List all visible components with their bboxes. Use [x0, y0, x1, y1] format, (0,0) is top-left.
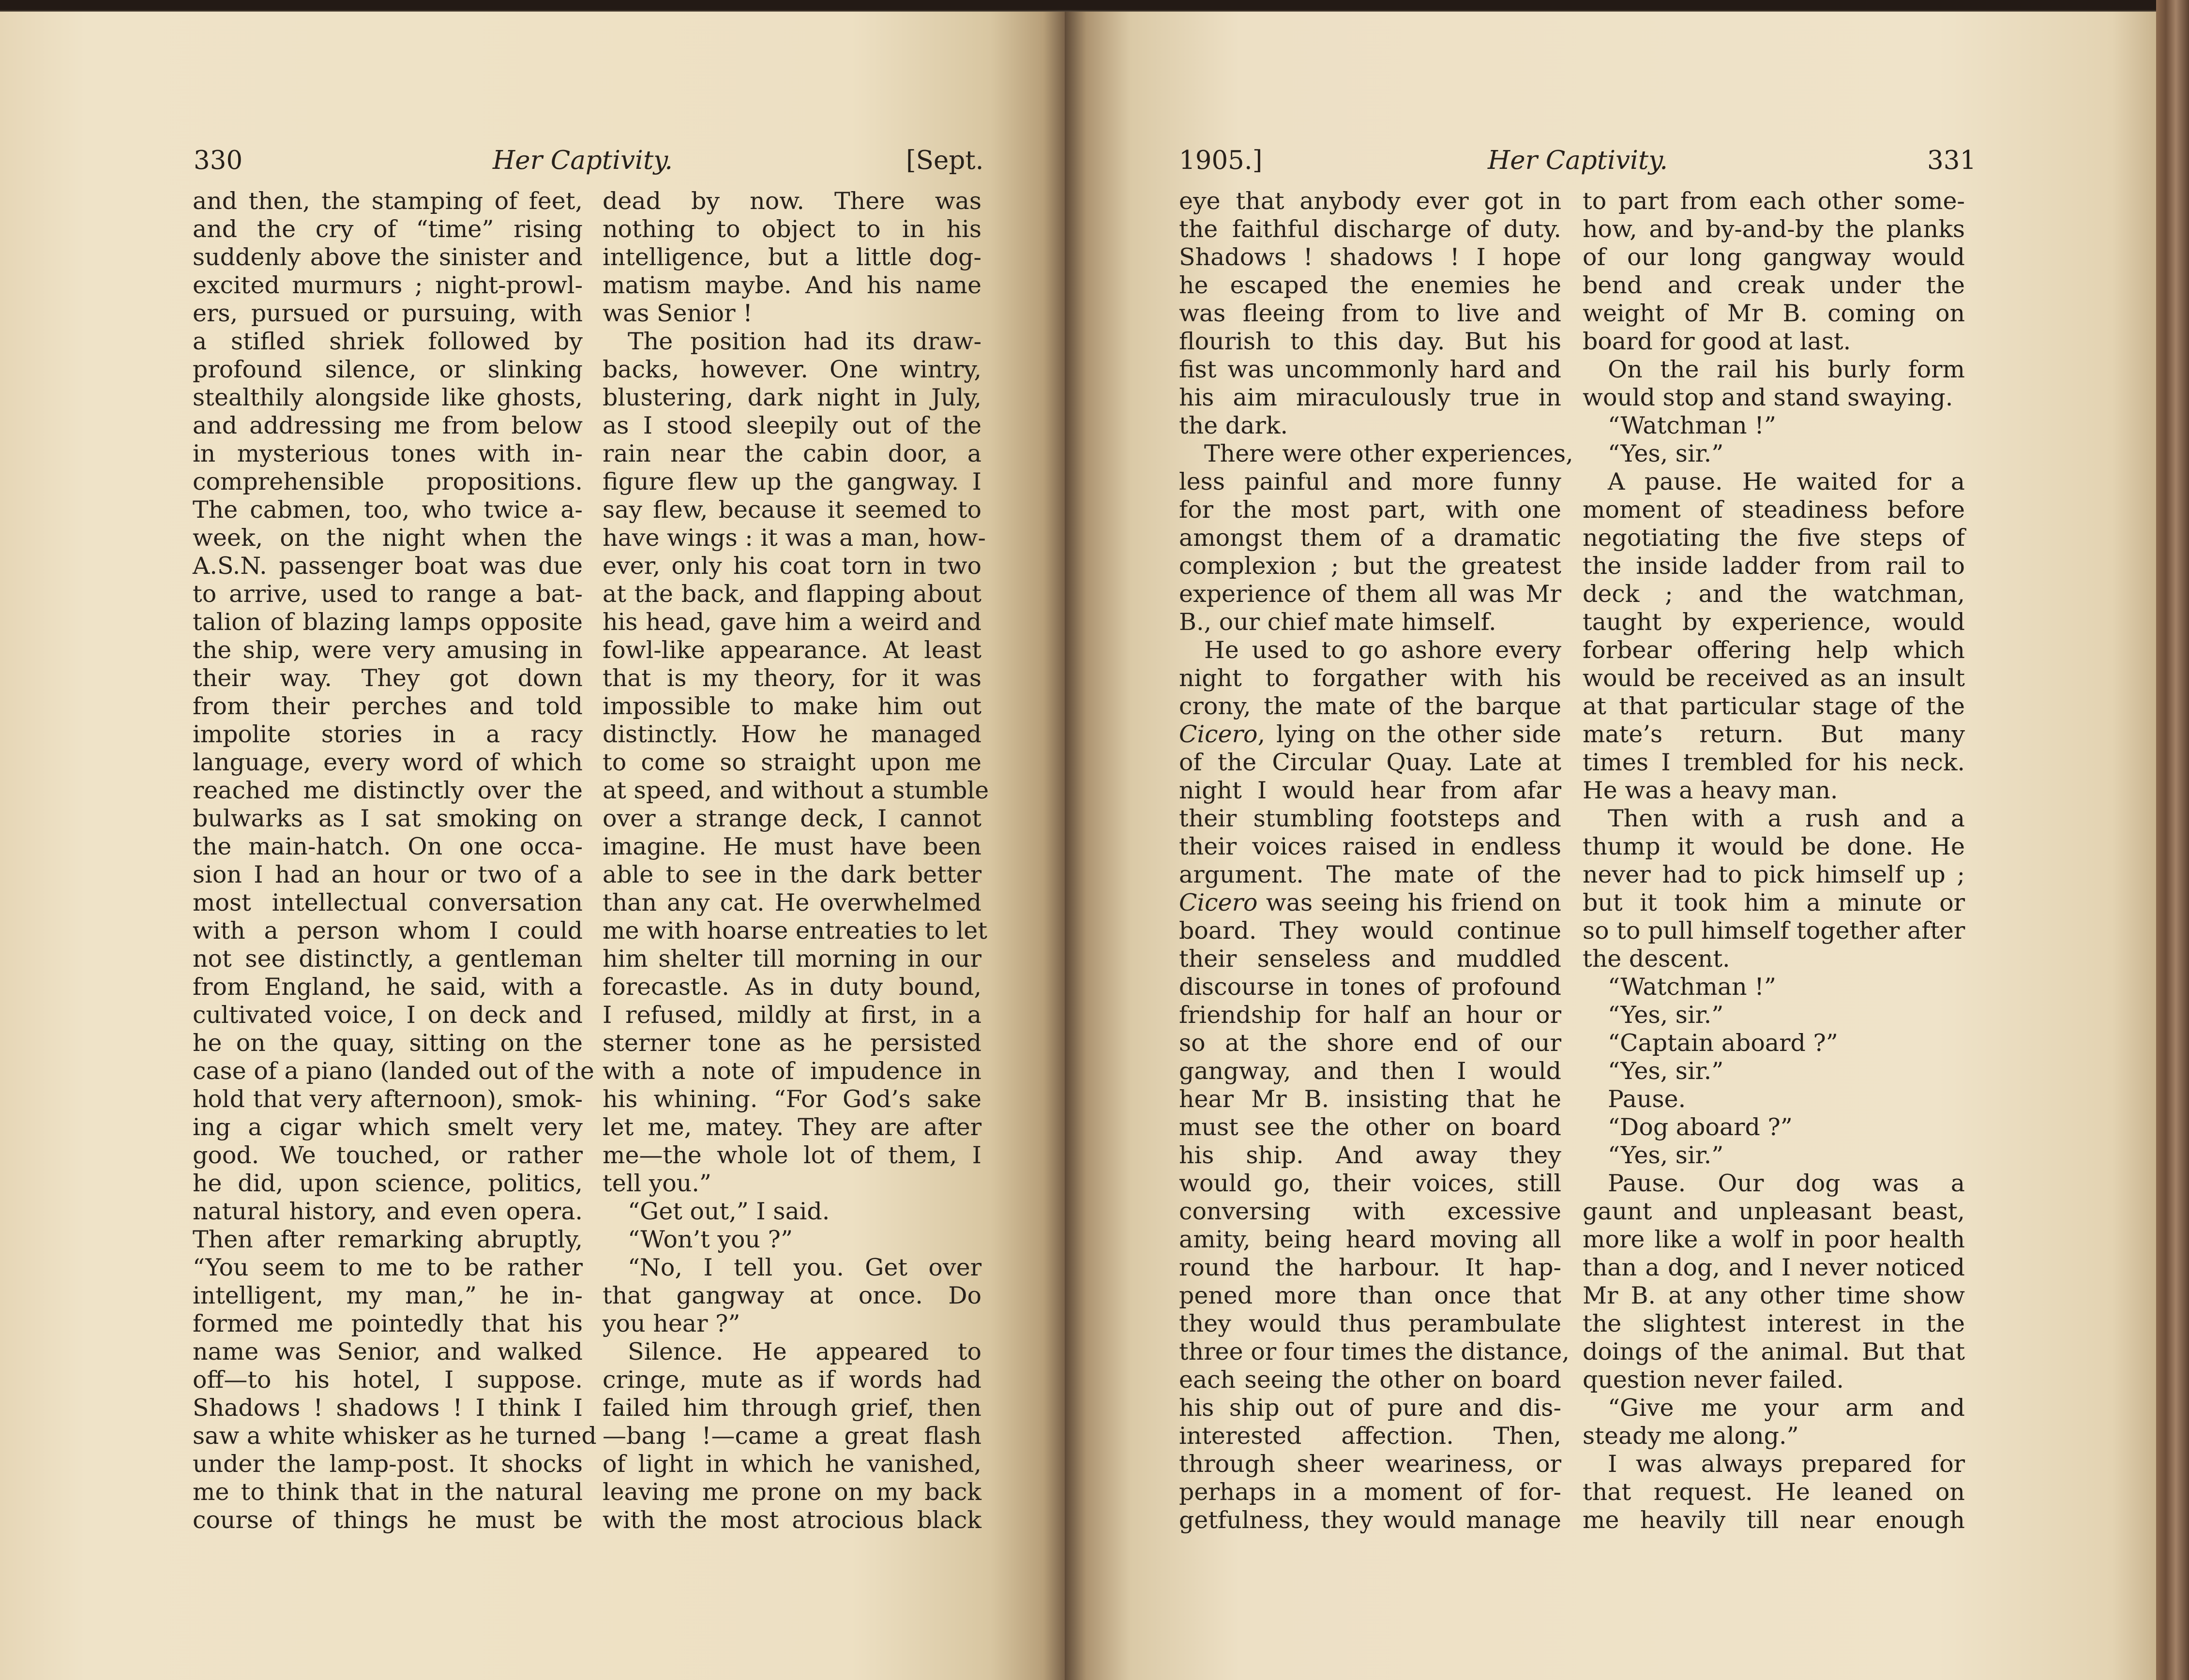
text-line: matism maybe. And his name	[603, 271, 981, 299]
text-line: fowl-like appearance. At least	[603, 636, 981, 664]
text-line: crony, the mate of the barque	[1179, 692, 1561, 720]
text-line: from England, he said, with a	[193, 973, 583, 1001]
text-line: the descent.	[1583, 945, 1730, 973]
right-date-mark: 1905.]	[1179, 146, 1263, 175]
text-line: Pause. Our dog was a	[1608, 1170, 1965, 1197]
text-line: blustering, dark night in July,	[603, 384, 981, 411]
text-line: Shadows ! shadows ! I think I	[193, 1394, 583, 1422]
text-line: “Yes, sir.”	[1608, 1141, 1724, 1169]
text-line: question never failed.	[1583, 1366, 1844, 1394]
text-line: so at the shore end of our	[1179, 1029, 1561, 1057]
text-line: over a strange deck, I cannot	[603, 805, 981, 832]
text-line: backs, however. One wintry,	[603, 356, 981, 383]
text-line: intelligent, my man,” he in-	[193, 1282, 583, 1309]
text-line: “Watchman !”	[1608, 973, 1776, 1001]
text-line: me—the whole lot of them, I	[603, 1141, 981, 1169]
text-line: rain near the cabin door, a	[603, 440, 981, 467]
text-line: to part from each other some-	[1583, 187, 1965, 215]
text-line: doings of the animal. But that	[1583, 1338, 1965, 1365]
text-line: perhaps in a moment of for-	[1179, 1478, 1561, 1506]
text-line: comprehensible propositions.	[193, 468, 583, 495]
text-line: flourish to this day. But his	[1179, 328, 1561, 355]
text-line: mate’s return. But many	[1583, 720, 1965, 748]
text-line: amity, being heard moving all	[1179, 1226, 1561, 1253]
text-line: his ship. And away they	[1179, 1141, 1561, 1169]
text-line: gangway, and then I would	[1179, 1057, 1561, 1085]
left-running-head	[0, 141, 1065, 180]
text-line: each seeing the other on board	[1179, 1366, 1561, 1394]
text-line: taught by experience, would	[1583, 608, 1965, 636]
text-line: at speed, and without a stumble	[603, 777, 989, 804]
text-line: the faithful discharge of duty.	[1179, 215, 1561, 243]
text-line: forbear offering help which	[1583, 636, 1965, 664]
text-line: steady me along.”	[1583, 1422, 1799, 1450]
text-line: to come so straight upon me	[603, 749, 981, 776]
left-column-1	[193, 187, 597, 1534]
text-line: experience of them all was Mr	[1179, 580, 1561, 608]
text-line: A pause. He waited for a	[1608, 468, 1965, 495]
text-line: “Captain aboard ?”	[1608, 1029, 1838, 1057]
text-line: hold that very afternoon), smok-	[193, 1085, 583, 1113]
text-line: his head, gave him a weird and	[603, 608, 981, 636]
text-line: the main-hatch. On one occa-	[193, 833, 583, 860]
text-line: good. We touched, or rather	[193, 1141, 583, 1169]
text-line: from their perches and told	[193, 692, 583, 720]
text-line: night I would hear from afar	[1179, 777, 1561, 804]
text-line: friendship for half an hour or	[1179, 1001, 1561, 1029]
text-line: leaving me prone on my back	[603, 1478, 981, 1506]
page-edge	[2156, 0, 2189, 1680]
text-line: he on the quay, sitting on the	[193, 1029, 583, 1057]
text-line: Pause.	[1608, 1085, 1686, 1113]
text-line: so to pull himself together after	[1583, 917, 1965, 945]
right-running-title: Her Captivity.	[1488, 146, 1668, 175]
text-line: bulwarks as I sat smoking on	[193, 805, 583, 832]
text-line: and then, the stamping of feet,	[193, 187, 583, 215]
text-line: Then after remarking abruptly,	[193, 1226, 583, 1253]
text-line: with a note of impudence in	[603, 1057, 981, 1085]
text-line: me to think that in the natural	[193, 1478, 583, 1506]
text-line: of our long gangway would	[1583, 243, 1965, 271]
text-line: talion of blazing lamps opposite	[193, 608, 583, 636]
text-line: would go, their voices, still	[1179, 1170, 1561, 1197]
text-line: saw a white whisker as he turned	[193, 1422, 597, 1450]
text-line: distinctly. How he managed	[603, 720, 981, 748]
text-line: He used to go ashore every	[1204, 636, 1561, 664]
text-line: suddenly above the sinister and	[193, 243, 583, 271]
text-line: pened more than once that	[1179, 1282, 1561, 1309]
text-line: sterner tone as he persisted	[603, 1029, 981, 1057]
text-line: than any cat. He overwhelmed	[603, 889, 981, 916]
text-line: say flew, because it seemed to	[603, 496, 981, 524]
text-line: their voices raised in endless	[1179, 833, 1561, 860]
text-line: fist was uncommonly hard and	[1179, 356, 1561, 383]
left-page	[0, 12, 1065, 1680]
text-line: with a person whom I could	[193, 917, 583, 945]
right-column-1	[1179, 187, 1573, 1534]
text-line: tell you.”	[603, 1170, 711, 1197]
text-line: night to forgather with his	[1179, 664, 1561, 692]
text-line: three or four times the distance,	[1179, 1338, 1570, 1365]
text-line: you hear ?”	[603, 1310, 740, 1337]
text-line: “Yes, sir.”	[1608, 1057, 1724, 1085]
text-line: eye that anybody ever got in	[1179, 187, 1561, 215]
text-line: he did, upon science, politics,	[193, 1170, 583, 1197]
text-line: forecastle. As in duty bound,	[603, 973, 981, 1001]
text-line: bend and creak under the	[1583, 271, 1965, 299]
text-line: negotiating the five steps of	[1583, 524, 1965, 552]
text-line: a stifled shriek followed by	[193, 328, 583, 355]
text-line: ever, only his coat torn in two	[603, 552, 981, 580]
left-column-2	[603, 187, 989, 1534]
right-column-2	[1583, 187, 1965, 1534]
text-line: complexion ; but the greatest	[1179, 552, 1561, 580]
text-line: I refused, mildly at first, in a	[603, 1001, 981, 1029]
text-line: interested affection. Then,	[1179, 1422, 1561, 1450]
text-line: The cabmen, too, who twice a-	[193, 496, 583, 524]
text-line: getfulness, they would manage	[1179, 1506, 1561, 1534]
text-line: On the rail his burly form	[1608, 356, 1965, 383]
text-line: round the harbour. It hap-	[1179, 1254, 1561, 1281]
text-line: in mysterious tones with in-	[193, 440, 583, 467]
text-line: at the back, and flapping about	[603, 580, 981, 608]
text-line: There were other experiences,	[1204, 440, 1573, 467]
left-date-mark: [Sept.	[906, 146, 984, 175]
text-line: amongst them of a dramatic	[1179, 524, 1561, 552]
text-line: thump it would be done. He	[1583, 833, 1965, 860]
text-line: week, on the night when the	[193, 524, 583, 552]
text-line: most intellectual conversation	[193, 889, 583, 916]
text-line: the dark.	[1179, 412, 1288, 439]
text-line: to arrive, used to range a bat-	[193, 580, 583, 608]
text-line: as I stood sleepily out of the	[603, 412, 981, 439]
text-line: reached me distinctly over the	[193, 777, 583, 804]
text-line: the slightest interest in the	[1583, 1310, 1965, 1337]
left-page-number: 330	[194, 146, 243, 175]
text-line: with the most atrocious black	[603, 1506, 981, 1534]
text-line: but it took him a minute or	[1583, 889, 1965, 916]
text-line: “Get out,” I said.	[628, 1198, 830, 1225]
text-line: ing a cigar which smelt very	[193, 1113, 583, 1141]
text-line: nothing to object to in his	[603, 215, 981, 243]
text-line: was fleeing from to live and	[1179, 300, 1561, 327]
right-page	[1065, 12, 2156, 1680]
text-line: their way. They got down	[193, 664, 583, 692]
text-line: “Watchman !”	[1608, 412, 1776, 439]
text-line: and addressing me from below	[193, 412, 583, 439]
text-line: off—to his hotel, I suppose.	[193, 1366, 583, 1394]
text-line: able to see in the dark better	[603, 861, 981, 888]
text-line: natural history, and even opera.	[193, 1198, 583, 1225]
text-line: Cicero was seeing his friend on	[1179, 889, 1561, 916]
text-line: deck ; and the watchman,	[1583, 580, 1965, 608]
text-line: formed me pointedly that his	[193, 1310, 583, 1337]
text-line: that gangway at once. Do	[603, 1282, 981, 1309]
text-line: their stumbling footsteps and	[1179, 805, 1561, 832]
text-line: figure flew up the gangway. I	[603, 468, 981, 495]
text-line: their senseless and muddled	[1179, 945, 1561, 973]
text-line: intelligence, but a little dog-	[603, 243, 981, 271]
text-line: that request. He leaned on	[1583, 1478, 1965, 1506]
text-line: than a dog, and I never noticed	[1583, 1254, 1965, 1281]
text-line: I was always prepared for	[1608, 1450, 1965, 1478]
text-line: ers, pursued or pursuing, with	[193, 300, 583, 327]
text-line: moment of steadiness before	[1583, 496, 1965, 524]
text-line: me with hoarse entreaties to let	[603, 917, 987, 945]
text-line: “Yes, sir.”	[1608, 440, 1724, 467]
text-line: sion I had an hour or two of a	[193, 861, 583, 888]
text-line: at that particular stage of the	[1583, 692, 1965, 720]
text-line: imagine. He must have been	[603, 833, 981, 860]
text-line: must see the other on board	[1179, 1113, 1561, 1141]
text-line: cringe, mute as if words had	[603, 1366, 981, 1394]
text-line: The position had its draw-	[628, 328, 981, 355]
text-line: A.S.N. passenger boat was due	[193, 552, 583, 580]
text-line: of the Circular Quay. Late at	[1179, 749, 1561, 776]
text-line: the ship, were very amusing in	[193, 636, 583, 664]
text-line: his ship out of pure and dis-	[1179, 1394, 1561, 1422]
text-line: Cicero, lying on the other side	[1179, 720, 1561, 748]
text-line: cultivated voice, I on deck and	[193, 1001, 583, 1029]
text-line: “No, I tell you. Get over	[628, 1254, 981, 1281]
text-line: his whining. “For God’s sake	[603, 1085, 981, 1113]
text-line: more like a wolf in poor health	[1583, 1226, 1965, 1253]
text-line: B., our chief mate himself.	[1179, 608, 1496, 636]
text-line: board for good at last.	[1583, 328, 1851, 355]
text-line: “You seem to me to be rather	[193, 1254, 583, 1281]
text-line: of light in which he vanished,	[603, 1450, 981, 1478]
text-line: him shelter till morning in our	[603, 945, 981, 973]
text-line: impolite stories in a racy	[193, 720, 583, 748]
left-running-title: Her Captivity.	[493, 146, 673, 175]
right-running-head	[1065, 141, 2156, 180]
text-line: me heavily till near enough	[1583, 1506, 1965, 1534]
text-line: profound silence, or slinking	[193, 356, 583, 383]
text-line: “Won’t you ?”	[628, 1226, 793, 1253]
text-line: Then with a rush and a	[1608, 805, 1965, 832]
text-line: that is my theory, for it was	[603, 664, 981, 692]
text-line: discourse in tones of profound	[1179, 973, 1561, 1001]
text-line: “Dog aboard ?”	[1608, 1113, 1793, 1141]
right-page-number: 331	[1927, 146, 1977, 175]
text-line: under the lamp-post. It shocks	[193, 1450, 583, 1478]
text-line: weight of Mr B. coming on	[1583, 300, 1965, 327]
text-line: He was a heavy man.	[1583, 777, 1838, 804]
text-line: language, every word of which	[193, 749, 583, 776]
text-line: Shadows ! shadows ! I hope	[1179, 243, 1561, 271]
text-line: was Senior !	[603, 300, 753, 327]
text-line: “Yes, sir.”	[1608, 1001, 1724, 1029]
text-line: would be received as an insult	[1583, 664, 1965, 692]
text-line: excited murmurs ; night-prowl-	[193, 271, 583, 299]
text-line: and the cry of “time” rising	[193, 215, 583, 243]
text-line: the inside ladder from rail to	[1583, 552, 1965, 580]
text-line: for the most part, with one	[1179, 496, 1561, 524]
text-line: failed him through grief, then	[603, 1394, 981, 1422]
text-line: case of a piano (landed out of the	[193, 1057, 594, 1085]
text-line: let me, matey. They are after	[603, 1113, 981, 1141]
text-line: never had to pick himself up ;	[1583, 861, 1965, 888]
text-line: board. They would continue	[1179, 917, 1561, 945]
text-line: “Give me your arm and	[1608, 1394, 1965, 1422]
text-line: his aim miraculously true in	[1179, 384, 1561, 411]
text-line: he escaped the enemies he	[1179, 271, 1561, 299]
text-line: Silence. He appeared to	[628, 1338, 981, 1365]
text-line: not see distinctly, a gentleman	[193, 945, 583, 973]
text-line: course of things he must be	[193, 1506, 583, 1534]
text-line: through sheer weariness, or	[1179, 1450, 1561, 1478]
text-line: hear Mr B. insisting that he	[1179, 1085, 1561, 1113]
text-line: conversing with excessive	[1179, 1198, 1561, 1225]
text-line: Mr B. at any other time show	[1583, 1282, 1965, 1309]
text-line: times I trembled for his neck.	[1583, 749, 1965, 776]
text-line: how, and by-and-by the planks	[1583, 215, 1965, 243]
text-line: name was Senior, and walked	[193, 1338, 583, 1365]
text-line: impossible to make him out	[603, 692, 981, 720]
text-line: dead by now. There was	[603, 187, 981, 215]
text-line: gaunt and unpleasant beast,	[1583, 1198, 1965, 1225]
text-line: would stop and stand swaying.	[1583, 384, 1953, 411]
text-line: less painful and more funny	[1179, 468, 1561, 495]
text-line: they would thus perambulate	[1179, 1310, 1561, 1337]
text-line: stealthily alongside like ghosts,	[193, 384, 583, 411]
text-line: have wings : it was a man, how-	[603, 524, 986, 552]
text-line: —bang !—came a great flash	[603, 1422, 981, 1450]
text-line: argument. The mate of the	[1179, 861, 1561, 888]
